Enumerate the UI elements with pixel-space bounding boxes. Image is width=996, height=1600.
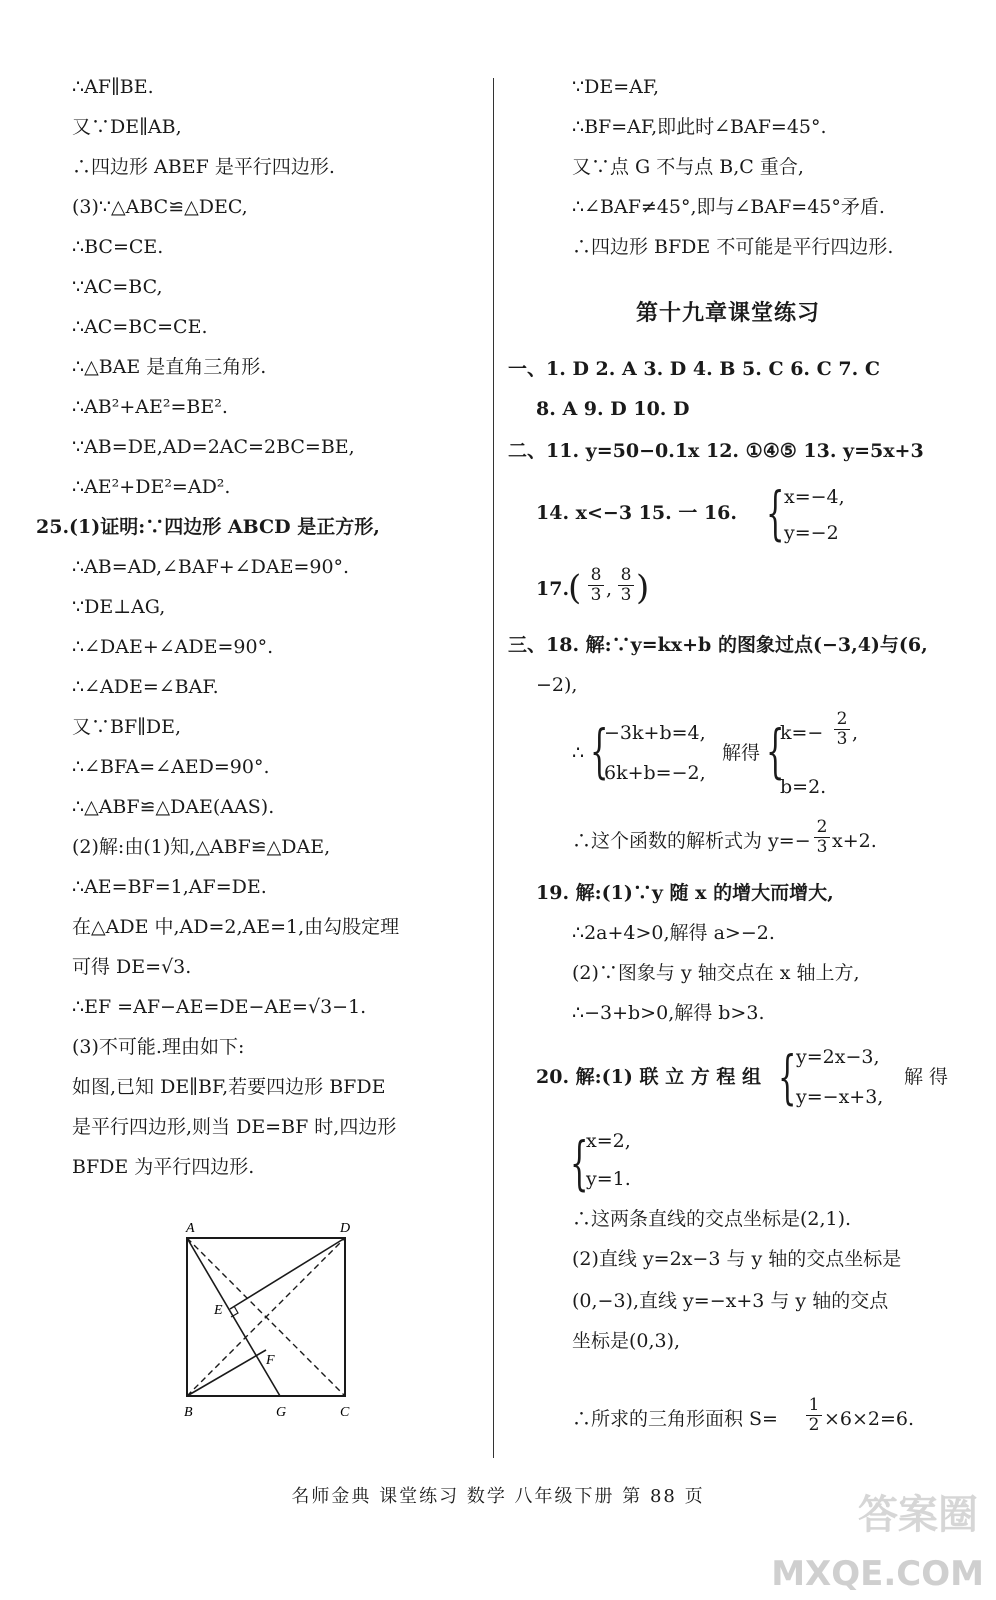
q20-sys1: y=2x−3, (796, 1046, 880, 1068)
label-E: E (214, 1303, 223, 1318)
watermark-logo: 答案圈 (858, 1492, 978, 1538)
q17-paren-close: ) (636, 568, 650, 608)
q20-line4: (2)直线 y=2x−3 与 y 轴的交点坐标是 (572, 1248, 902, 1270)
label-C: C (340, 1405, 350, 1418)
square-geometry-figure (170, 1218, 370, 1418)
q20-line5: (0,−3),直线 y=−x+3 与 y 轴的交点 (572, 1290, 889, 1312)
brace: { (570, 1129, 589, 1197)
text-line: ∴AF∥BE. (72, 76, 154, 98)
text-line: 又∵DE∥AB, (72, 116, 182, 138)
q18-conclusion-frac: $\frac{2}{3}$ (814, 818, 830, 857)
page-footer: 名师金典 课堂练习 数学 八年级下册 第 88 页 (291, 1486, 705, 1507)
q18-line2: −2), (536, 674, 578, 696)
text-line: ∵DE=AF, (572, 76, 660, 98)
text-line: ∴AC=BC=CE. (72, 316, 208, 338)
q20-line1-end: 解 得 (904, 1066, 949, 1088)
q17-frac-1: $\frac{8}{3}$ (588, 566, 604, 605)
text-line: (2)解:由(1)知,△ABF≌△DAE, (72, 836, 331, 858)
text-line: 又∵BF∥DE, (72, 716, 182, 738)
brace: { (766, 479, 785, 547)
label-G: G (276, 1405, 287, 1418)
q17-frac-2: $\frac{8}{3}$ (618, 566, 634, 605)
sys16-line1: x=−4, (784, 486, 845, 508)
text-line: ∴△BAE 是直角三角形. (72, 356, 267, 378)
text-line: ∴BC=CE. (72, 236, 164, 258)
text-line: ∵AB=DE,AD=2AC=2BC=BE, (72, 436, 355, 458)
q18-sysB1-end: , (852, 722, 859, 744)
q20-frac: $\frac{1}{2}$ (806, 1396, 822, 1435)
q20-sys2: y=−x+3, (796, 1086, 884, 1108)
label-B: B (184, 1405, 193, 1418)
answers-row-3: 二、11. y=50−0.1x 12. ①④⑤ 13. y=5x+3 (508, 440, 924, 462)
column-divider (493, 78, 494, 1458)
text-line: (3)∵△ABC≌△DEC, (72, 196, 248, 218)
q20-line3: ∴这两条直线的交点坐标是(2,1). (572, 1208, 852, 1230)
text-line: ∴AB=AD,∠BAF+∠DAE=90°. (72, 556, 350, 578)
answers-row-2: 8. A 9. D 10. D (536, 398, 690, 420)
q18-line1: 三、18. 解:∵y=kx+b 的图象过点(−3,4)与(6, (508, 634, 928, 656)
text-line: ∴∠DAE+∠ADE=90°. (72, 636, 274, 658)
q18-sysA1: −3k+b=4, (604, 722, 706, 744)
q18-sysA2: 6k+b=−2, (604, 762, 706, 784)
watermark: MXQE.COM (771, 1554, 984, 1594)
text-line: BFDE 为平行四边形. (72, 1156, 255, 1178)
brace: { (778, 1043, 797, 1111)
q17-label: 17. (536, 578, 570, 600)
q20-res1: x=2, (586, 1130, 631, 1152)
question-25-heading: 25.(1)证明:∵四边形 ABCD 是正方形, (36, 516, 380, 538)
text-line: ∴EF =AF−AE=DE−AE=√3−1. (72, 996, 367, 1018)
label-D: D (340, 1221, 351, 1236)
q19-line1: 19. 解:(1)∵y 随 x 的增大而增大, (536, 882, 834, 904)
section-title: 第十九章课堂练习 (636, 300, 821, 326)
q18-frac: $\frac{2}{3}$ (834, 710, 850, 749)
text-line: (3)不可能.理由如下: (72, 1036, 245, 1058)
q18-conclusion: ∴这个函数的解析式为 y=− (572, 830, 811, 852)
label-A: A (186, 1221, 195, 1236)
text-line: 又∵点 G 不与点 B,C 重合, (572, 156, 804, 178)
q20-line7: ∴所求的三角形面积 S= (572, 1408, 778, 1430)
q18-sysB1: k=− (780, 722, 824, 744)
label-F: F (266, 1353, 275, 1368)
text-line: ∴AE=BF=1,AF=DE. (72, 876, 267, 898)
text-line: ∴∠ADE=∠BAF. (72, 676, 219, 698)
answers-row-1: 一、1. D 2. A 3. D 4. B 5. C 6. C 7. C (508, 358, 880, 380)
q20-line6: 坐标是(0,3), (572, 1330, 681, 1352)
text-line: ∴∠BFA=∠AED=90°. (72, 756, 270, 778)
text-line: ∴四边形 ABEF 是平行四边形. (72, 156, 335, 178)
q18-conclusion-end: x+2. (832, 830, 877, 852)
q20-line7-end: ×6×2=6. (824, 1408, 915, 1430)
q18-solve: 解得 (722, 742, 761, 764)
text-line: ∵DE⊥AG, (72, 596, 166, 618)
text-line: 如图,已知 DE∥BF,若要四边形 BFDE (72, 1076, 386, 1098)
q18-therefore: ∴ (572, 742, 585, 764)
q17-comma: , (606, 578, 613, 600)
q19-line4: ∴−3+b>0,解得 b>3. (572, 1002, 765, 1024)
brace: { (766, 717, 785, 785)
text-line: 可得 DE=√3. (72, 956, 192, 978)
q20-line1: 20. 解:(1) 联 立 方 程 组 (536, 1066, 761, 1088)
q19-line2: ∴2a+4>0,解得 a>−2. (572, 922, 775, 944)
text-line: ∵AC=BC, (72, 276, 163, 298)
sys16-line2: y=−2 (784, 522, 839, 544)
text-line: 在△ADE 中,AD=2,AE=1,由勾股定理 (72, 916, 400, 938)
text-line: ∴四边形 BFDE 不可能是平行四边形. (572, 236, 894, 258)
text-line: ∴△ABF≌△DAE(AAS). (72, 796, 275, 818)
text-line: 是平行四边形,则当 DE=BF 时,四边形 (72, 1116, 397, 1138)
text-line: ∴BF=AF,即此时∠BAF=45°. (572, 116, 827, 138)
q17-paren-open: ( (568, 568, 582, 608)
q19-line3: (2)∵图象与 y 轴交点在 x 轴上方, (572, 962, 860, 984)
q20-res2: y=1. (586, 1168, 631, 1190)
text-line: ∴AE²+DE²=AD². (72, 476, 231, 498)
q18-sysB2: b=2. (780, 776, 827, 798)
text-line: ∴AB²+AE²=BE². (72, 396, 228, 418)
brace: { (590, 717, 609, 785)
answers-row-4: 14. x<−3 15. 一 16. (536, 502, 738, 524)
text-line: ∴∠BAF≠45°,即与∠BAF=45°矛盾. (572, 196, 885, 218)
